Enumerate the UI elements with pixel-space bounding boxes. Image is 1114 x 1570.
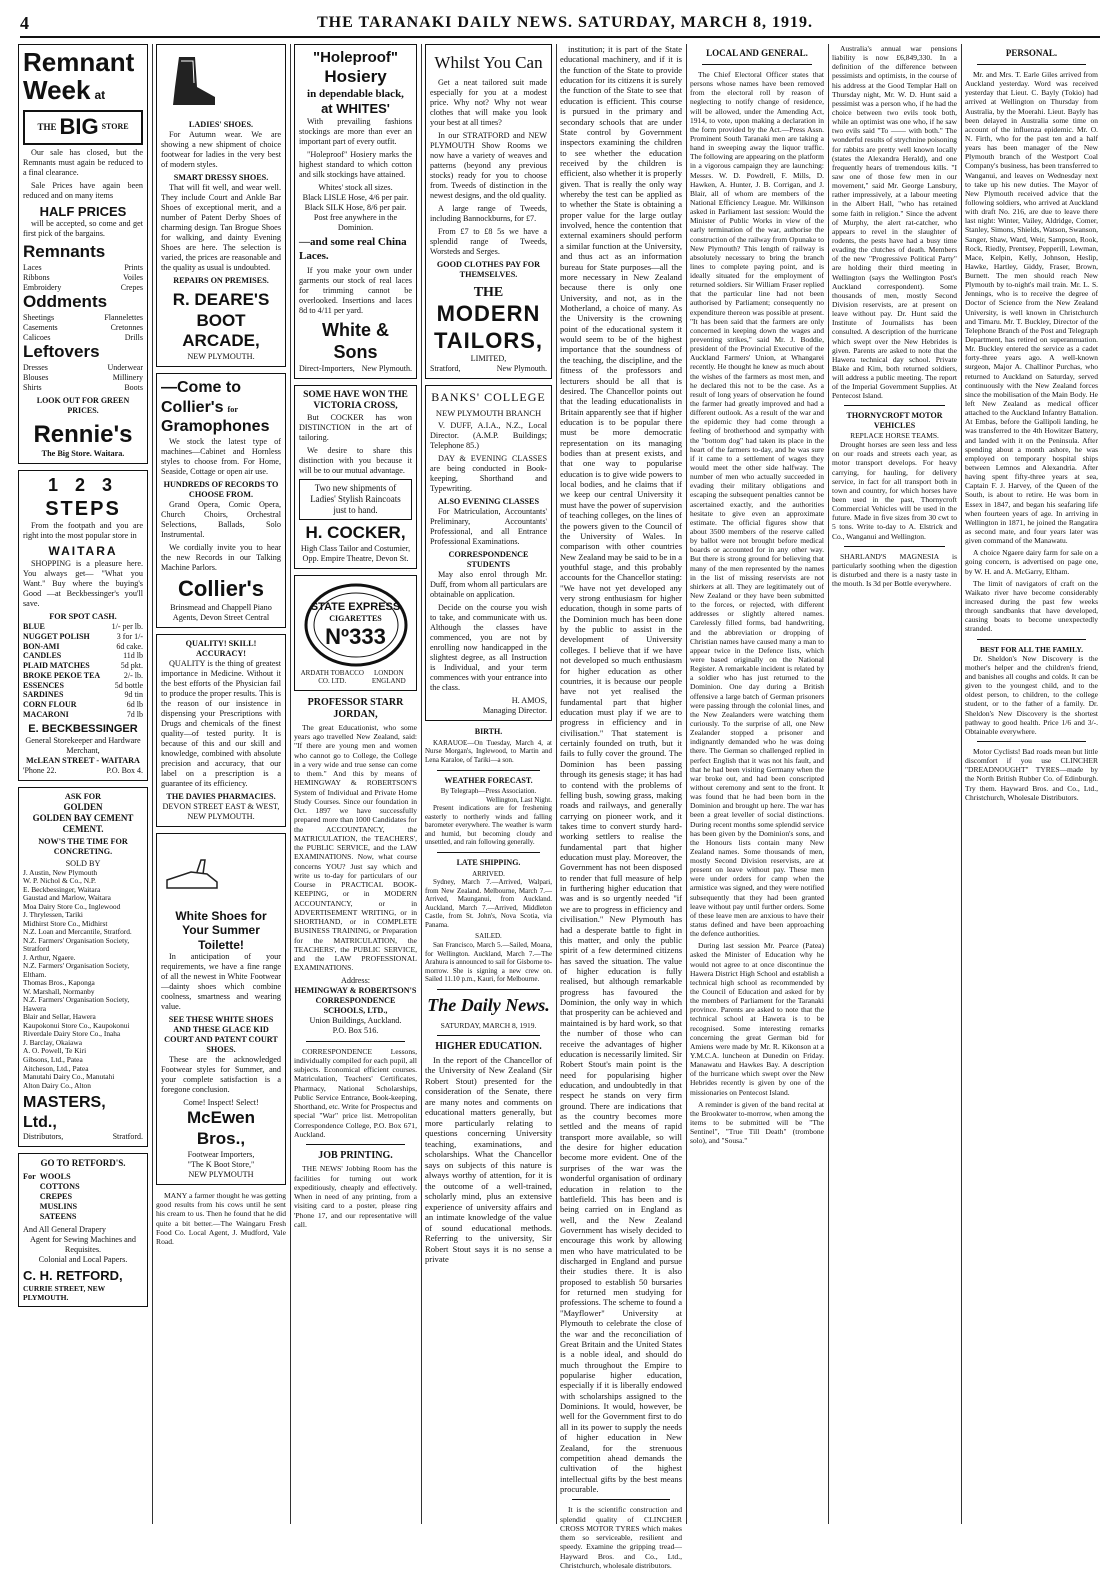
dateline: By Telegraph—Press Association. bbox=[440, 787, 537, 796]
ad-text: With prevailing fashions stockings are more than ever an important part of every outfit. bbox=[299, 117, 412, 147]
ad-text: Direct-Importers, bbox=[299, 364, 355, 374]
page-number: 4 bbox=[20, 12, 30, 33]
section-subheading: SAILED. bbox=[475, 932, 502, 941]
ad-headline: SOME HAVE WON THE VICTORIA CROSS, bbox=[303, 389, 408, 412]
logo-text: STORE bbox=[101, 122, 129, 132]
item-label: Ribbons bbox=[23, 272, 50, 282]
ad-headline: TAILORS, bbox=[433, 327, 544, 353]
retford-item: CREPES bbox=[39, 1191, 73, 1201]
agent-entry: Aitcheson, Ltd., Patea bbox=[23, 1063, 89, 1073]
ad-headline: Collier's bbox=[161, 398, 224, 416]
ad-headline: Whilst You Can bbox=[434, 53, 543, 72]
ad-headline: MASTERS, Ltd., bbox=[23, 1094, 106, 1131]
ad-headline: LADIES' SHOES. bbox=[188, 120, 254, 129]
item-label: Cretonnes bbox=[110, 322, 143, 332]
ad-headline: —Come to bbox=[161, 379, 241, 397]
ad-headline: Your Summer bbox=[182, 923, 260, 938]
ad-text: P.O. Box 4. bbox=[106, 766, 143, 775]
ad-headline: White Shoes for bbox=[175, 908, 267, 923]
ad-text: "The K Boot Store," bbox=[187, 1159, 255, 1169]
ad-headline: Rennie's bbox=[33, 420, 133, 448]
cocker-ad bbox=[294, 385, 417, 569]
retford-item: MUSLINS bbox=[39, 1201, 78, 1211]
editorial-text: institution; it is part of the State educational machinery, and if it is the function of the State to provide education for its citizens it is surely the function of the State to see that education is efficient. This course is pursued in the primary and secondary schools that are under State control by Government inspectors examining the children to see whether the education received by the children is efficient, also whether it is properly given. That is really the only way whereby the test can be applied as to whether the State is obtaining a proper value for the large outlay involved, hence the contention that external examiners should perform a similar function at the University, and thus act as an information bureau for State purposes—all the more necessary in New Zealand because there is only one University, and not, as in the Motherland, a choice of many. As the University is the crowning point of the educational system it would seem to be of the highest importance that the soundness of the teaching, the discipline, and the fitness of the professors and lecturers should be all that is desired. The Chancellor points out that the leading educationalists in Britain apparently see that if higher education is to be popular there must be more democratic representation on its managing bodies than at present exists, and that one way to popularise education is to give wide powers to local bodies, and he claims that if we keep our central University it must have the power of supervision of teaching colleges, on the lines of the powers given to the Council of the University of Wales. In comparison with other countries New Zealand may be said to be in a youthful stage, and this probably accounts for the Chancellor stating: "We have not yet developed any very strong enthusiasm for higher education, though in some parts of the Dominion much has been done by the public to assist in the development of University colleges. I believe that if we have not developed so much enthusiasm for higher education as other countries, it is because our people have not yet realised the fundamental part that higher education must play if we are to progress in efficiency and in civilisation." That statement is certainly founded on truth, but it fails to fully cover the ground. The Dominion has been passing through its genesis stage; it has had to contend with the problems of felling bush, sowing grass, making roads and railways, and generally carrying on pioneer work, and it takes time to convert sturdy hard-working settlers to realise the fundamental part that higher education must play. Moreover, the Government has not been disposed to render that full measure of help in furthering higher education that was and is so urgently needed "if we are to progress in efficiency and civilisation." New Plymouth has had a desperate battle to fight in this matter, and only the public spirit of a few determined citizens has saved the situation. The value of higher education is fully realised, but although remarkable progress has favoured the Dominion, the only way in which that prosperity can be achieved and maintained is by hard work, so that the number of those who can receive the advantages of higher education is necessarily limited. Sir Robert Stout's main point is the need for popularising higher education, and undoubtedly in that respect he stands on very firm ground. There are indications that as the country becomes more settled and the means of rapid transport more available, so will the desire for higher education become more evident. One of the surprises of the war was the wonderful organisation of ordinary education in relation to the battlefield. This has been and is being carried on in England as well, and the New Zealand Government has wisely decided to encourage this work by allowing men who have matriculated to be discharged in England and pursue their studies there. It is also proposed to establish 50 bursaries for returned men studying for professions. The scheme to found a "Mayflower" University at Plymouth to celebrate the close of the war and the reconciliation of Great Britain and the United States is a noble ideal, and should do much throughout the Empire to popularise higher education, especially if it is liberally endowed with scholarships assigned to the Dominions. It would, however, be well for the Government first to do all in its power to supply the needs of higher education in New Zealand, for the strenuous competition ahead demands the cultivation of the highest intellectual gifts by the best means procurable. bbox=[560, 44, 682, 1494]
price-item: NUGGET POLISH bbox=[23, 631, 90, 641]
ad-text: NEW PLYMOUTH bbox=[188, 1169, 254, 1179]
price-row bbox=[23, 632, 143, 642]
ad-text: New Plymouth. bbox=[361, 364, 412, 374]
remnants-list bbox=[23, 263, 143, 292]
ad-headline: WAITARA bbox=[48, 544, 118, 559]
ad-text: DAY & EVENING CLASSES are being conducted in Book-keeping, Shorthand and Typewriting. bbox=[430, 454, 547, 494]
small-ad: CORRESPONDENCE Lessons, individually compiled for each pupil, all subjects. Economical efficient courses. Matriculation, Teachers' Certificates, Pharmacy, National Scholarships, Public Service Entrance, Book-keeping, Shorthand, etc. Write for Prospectus and special "War" price list. Metropolitan Correspondence College, P.O. Box 671, Auckland. bbox=[294, 1046, 417, 1139]
agent-entry: Gaustad and Marlow, Waitara bbox=[23, 893, 111, 903]
section-heading: BIRTH. bbox=[474, 727, 503, 737]
ad-text: Get a neat tailored suit made especially for you at a modest price. Why not? Why not wear clothes that will make you look your best at all times? bbox=[430, 77, 547, 127]
boot-illustration bbox=[161, 53, 221, 113]
news-text: The limit of navigators of craft on the Waikato river have become considerably increased during the past few weeks through sandbanks that have developed, causing boats to become unexpectedly stranded. bbox=[965, 578, 1098, 634]
ad-text: Agent for Sewing Machines and Requisites. bbox=[30, 1234, 136, 1254]
ad-text: 'Phone 22. bbox=[23, 766, 57, 775]
price-value: 3 for 1/- bbox=[116, 631, 143, 641]
ad-headline: HUNDREDS OF RECORDS TO CHOOSE FROM. bbox=[163, 479, 279, 499]
section-heading: LOCAL AND GENERAL. bbox=[706, 48, 808, 58]
shoe-illustration bbox=[161, 842, 221, 902]
ad-text: In anticipation of your requirements, we have a fine range of all the newest in White Footwear—dainty shoes which combine coolness, smartness and wearing value. bbox=[161, 952, 281, 1012]
ad-headline: White & Sons bbox=[322, 320, 389, 363]
agent-entry: Kaupokonui Store Co., Kaupokonui bbox=[23, 1020, 130, 1030]
ad-text: ALSO EVENING CLASSES bbox=[437, 497, 539, 507]
agent-entry: Gibsons, Ltd., Patea bbox=[23, 1055, 83, 1064]
ad-text: May also enrol through Mr. Duff, from whom all particulars are obtainable on application. bbox=[430, 570, 547, 600]
price-item: CANDLES bbox=[23, 651, 62, 661]
news-text: Australia's annual war pensions liability is now £6,849,330. In a definition of the difference between pessimists and optimists, in the course of his address at the Good Templar Hall on Thursday night, Mr. W. D. Hunt said a pessimist was a person who, if he had the choice between two evils took both, while an optimist was one who, if he saw two evils said "To —— with both." The wonderful results of strychnine poisoning for rabbits are pretty well known locally (states the Alexandra Herald), and one frequently hears of tremendous kills. "I saw one of those few men in our movement," said Mr. George Lansbury, rather impressively, at a labour meeting in the Albert Hall, "who has retained some faith in religion." Since the advent of Murphy, the alert rat-catcher, who appears to revel in the slaughter of rodents, the pests have had a busy time evading the clutches of death. Members of the new "Progressive Political Party" are holding their third meeting in Wellington (says the Wellington Post's Auckland correspondent). Some thousands of men, mostly Second Division reservists, are at present on leave without pay. Dr. Hunt said the Institute of Journalists has been consulted. A description of the hurricane which swept over the New Hebrides is given. Parents are asked to note that the Hawera technical day school. Private Blake and Kim, both returned soldiers, will address a public meeting. The report of the Imperial Government Supplies. At Pentecost Island. bbox=[832, 44, 957, 401]
ad-text: LONDON ENGLAND bbox=[371, 668, 406, 686]
agent-entry: J. Austin, New Plymouth bbox=[23, 867, 98, 877]
agent-entry: Midhirst Store Co., Midhirst bbox=[23, 918, 108, 928]
item-label: Dresses bbox=[23, 363, 48, 373]
hemingway-robertson-ad bbox=[294, 697, 417, 1230]
dateline: Wellington, Last Night. bbox=[486, 795, 552, 804]
agent-entry: E. Beckbessinger, Waitara bbox=[23, 884, 101, 894]
ad-headline: HALF PRICES bbox=[39, 203, 127, 219]
section-heading: LATE SHIPPING. bbox=[456, 858, 521, 868]
ad-text: SOLD BY bbox=[65, 858, 101, 868]
ad-text: We cordially invite you to hear the new Records in our Talking Machine Parlors. bbox=[161, 542, 281, 572]
ad-text: P.O. Box 516. bbox=[332, 1025, 379, 1035]
ad-text: NEW PLYMOUTH. bbox=[187, 352, 255, 362]
big-store-ad bbox=[18, 44, 148, 464]
ad-headline: Oddments bbox=[23, 292, 108, 312]
ad-text: Our sale has closed, but the Remnants must again be reduced to a final clearance. bbox=[23, 147, 143, 177]
ad-text: Two new shipments of Ladies' Stylish Raincoats just to hand. bbox=[299, 479, 412, 520]
small-ad: Dr. Sheldon's New Discovery is the mother's helper and the children's friend, and banishes all coughs and colds. It can be given to the youngest child, and to the oldest person, to children, to the college student, or to the father of a family. Dr. Sheldon's New Discovery is the shortest pathway to good health. Price 1/6 and 3/-. Obtainable everywhere. bbox=[965, 653, 1098, 736]
ad-text: For bbox=[23, 1171, 36, 1181]
column-rule bbox=[556, 44, 557, 1524]
ad-text: Come! Inspect! Select! bbox=[183, 1098, 259, 1108]
ad-headline: "Holeproof" bbox=[312, 49, 399, 66]
price-row bbox=[23, 710, 143, 720]
ad-headline: —and some real China Laces. bbox=[299, 236, 407, 262]
agent-entry: N.Z. Loan and Mercantile, Stratford. bbox=[23, 927, 132, 937]
mcewen-ad bbox=[156, 833, 286, 1185]
ad-text: Managing Director. bbox=[482, 706, 547, 716]
ad-headline: Leftovers bbox=[23, 342, 100, 362]
item-label: Boots bbox=[124, 382, 143, 392]
item-label: Millinery bbox=[112, 372, 143, 382]
column-rule bbox=[686, 44, 687, 1524]
price-value: 1/- per lb. bbox=[111, 622, 143, 632]
ad-headline: at bbox=[94, 88, 106, 102]
price-row bbox=[23, 642, 143, 652]
price-item: MACARONI bbox=[23, 709, 69, 719]
small-ad: MANY a farmer thought he was getting good results from his cows until he sent his cream to us. Then he found that he did quite a bit better.—The Waingaru Fresh Food Co. Local Agent, J. Mudford, Vale Road. bbox=[156, 1190, 286, 1247]
birth-notice: KARAUOE—On Tuesday, March 4, at Nurse Morgan's, Inglewood, to Martin and Lena Karaloe, of Tariki—a son. bbox=[425, 738, 552, 765]
agent-entry: J. Thrylessen, Tariki bbox=[23, 910, 83, 920]
ad-headline: GO TO RETFORD'S. bbox=[40, 1157, 126, 1168]
ad-headline: GOLDEN BAY CEMENT bbox=[32, 812, 134, 823]
small-ad: THE NEWS' Jobbing Room has the facilities for turning out work expeditiously, cheaply and effectively. When in need of any printing, from a visiting card to a poster, please ring 'Phone 17, and our representative will call. bbox=[294, 1164, 417, 1229]
editorial-date: SATURDAY, MARCH 8, 1919. bbox=[440, 1020, 537, 1030]
item-row bbox=[23, 313, 143, 323]
item-row bbox=[23, 323, 143, 333]
ad-text: LOOK OUT FOR GREEN PRICES. bbox=[36, 396, 130, 416]
ad-text: For Matriculation, Accountants' Preliminary, Accountants' Professional, and all Entrance Professional Examinations. bbox=[430, 507, 547, 547]
item-label: Shirts bbox=[23, 382, 42, 392]
price-row bbox=[23, 671, 143, 681]
item-row bbox=[23, 283, 143, 293]
ad-text: The great Educationist, who some years ago travelled New Zealand, said: "If there are young men and women who cannot go to College, the College in a very wide and true sense can come to them." And this by means of HEMINGWAY & ROBERTSON'S System of Individual and Private Home Study Courses. Since our foundation in Oct. 1897 we have successfully prepared more than 1000 Candidates for the ACCOUNTANCY, the MATRICULATION, the TEACHERS', the PUBLIC SERVICE, and the LAW EXAMINATIONS. Now, what course concerns YOU? Just say which and write us to-day for particulars of our Course in PRACTICAL BOOK-KEEPING, or in MODERN ACCOUNTANCY, or in ADVERTISEMENT WRITING, or in SHORTHAND, or in COMPLETE BUSINESS TRAINING, or Preparation for the MATRICULATION, the TEACHERS', the PUBLIC SERVICE, and the LAW PROFESSIONAL EXAMINATIONS. bbox=[294, 722, 417, 973]
column-4 bbox=[425, 44, 552, 1524]
price-value: 2/- lb. bbox=[123, 670, 143, 680]
agent-entry: W. P. Nichol & Co., N.P. bbox=[23, 876, 97, 886]
ad-text: Brinsmead and Chappell Piano Agents, Devon Street Central bbox=[170, 602, 272, 622]
ad-headline: PROFESSOR STARR JORDAN, bbox=[307, 696, 404, 720]
price-value: 6d cake. bbox=[116, 641, 143, 651]
price-row bbox=[23, 690, 143, 700]
item-label: Embroidery bbox=[23, 282, 62, 292]
ad-text: General Storekeeper and Hardware Merchant, bbox=[25, 736, 141, 755]
masthead bbox=[20, 10, 1100, 38]
ad-text: V. DUFF, A.I.A., N.Z., Local Director. (A.M.P. Buildings; Telephone 85.) bbox=[430, 421, 547, 451]
ad-text: Address: bbox=[340, 975, 371, 985]
ad-headline: Collier's bbox=[178, 575, 264, 601]
price-value: 6d lb bbox=[126, 700, 143, 710]
agent-entry: A. O. Powell, Te Kiri bbox=[23, 1046, 87, 1056]
small-ad: It is the scientific construction and splendid quality of CLINCHER CROSS MOTOR TYRES which makes them so serviceable, resilient and speedy. Examine the gripping tread—Hayward Bros. and Co., Ltd., Christchurch, wholesale distributors. bbox=[560, 1505, 682, 1570]
agent-entry: Manutahi Dairy Co., Manutahi bbox=[23, 1072, 115, 1082]
agent-entry: Alton Dairy Co., Alton bbox=[23, 1080, 91, 1090]
editorial-text: In the report of the Chancellor of the University of New Zealand (Sir Robert Stout) presented for the consideration of the Senate, there are many notes and comments on educational matters generally, but more particularly relating to questions concerning University teaching, examinations, and scholarships. What the Chancellor says on subjects of this nature is always worthy of attention, for it is the outcome of a well-trained, scholarly mind, plus an extensive experience of university affairs and an intimate knowledge of the value of sound educational methods. Referring to the university, Sir Robert Stout says it is no sense a private bbox=[425, 1054, 552, 1265]
ad-headline: Week bbox=[23, 75, 91, 105]
deare-boot-ad bbox=[156, 44, 286, 367]
ad-text: ARDATH TOBACCO CO. LTD. bbox=[300, 668, 364, 686]
ad-text: Whites' stock all sizes. bbox=[318, 183, 393, 193]
section-heading: PERSONAL. bbox=[1005, 48, 1058, 58]
item-label: Casements bbox=[23, 322, 58, 332]
ad-headline: Hosiery bbox=[324, 67, 387, 87]
item-row bbox=[23, 273, 143, 283]
ad-headline: Nº333 bbox=[325, 623, 386, 649]
news-text: During last session Mr. Pearce (Patea) asked the Minister of Education why he would not agree to at once discontinue the Hawera District High School and establish a technical high school as recommended by the Council of Education and asked for by the members of Parliament for the Taranaki province. Parents are asked to note that the technical school at Hawera is to be recognised. Some interesting remarks concerning the great German bid for Amiens were made by Mr. R. Kikonson at a Y.M.C.A. luncheon at Dunedin on Friday. Manawatu and Hawkes Bay. A description of the hurricane which swept over the New Hebrides recently is given by one of the missionaries on Pentecost Island. bbox=[690, 941, 824, 1097]
ad-headline: Toilette! bbox=[198, 937, 244, 952]
news-text: A choice Ngaere dairy farm for sale on a going concern, is advertised on page one, by W. H. and A. McGarry, Eltham. bbox=[965, 548, 1098, 576]
item-label: Laces bbox=[23, 263, 42, 273]
retford-item: WOOLS bbox=[39, 1171, 71, 1181]
price-row bbox=[23, 681, 143, 691]
column-rule bbox=[961, 44, 962, 1524]
ad-text: Opp. Empire Theatre, Devon St. bbox=[302, 553, 409, 563]
price-value: 9d tin bbox=[124, 690, 143, 700]
ad-text: Stratford, bbox=[430, 364, 461, 374]
ad-headline: GOLDEN bbox=[63, 801, 103, 812]
price-item: CORN FLOUR bbox=[23, 700, 77, 710]
agent-entry: N.Z. Farmers' Organisation Society, Eltham. bbox=[23, 961, 130, 979]
section-subheading: ARRIVED. bbox=[472, 869, 505, 878]
price-item: SARDINES bbox=[23, 690, 64, 700]
agent-entry: Moa Dairy Store Co., Inglewood bbox=[23, 901, 121, 911]
ad-text: LIMITED, bbox=[470, 354, 507, 364]
news-text: A reminder is given of the band recital at the Brookwater to-morrow, when among the items to be submitted will be "The Sentinel", "True Till Death" (trombone solo), and "Sousa." bbox=[690, 1099, 824, 1146]
item-label: Flannelettes bbox=[104, 313, 143, 323]
price-item: PLAID MATCHES bbox=[23, 661, 90, 671]
item-label: Blouses bbox=[23, 372, 49, 382]
ad-headline: BEST FOR ALL THE FAMILY. bbox=[979, 644, 1084, 654]
agent-entry: Riverdale Dairy Store Co., Inaha bbox=[23, 1029, 121, 1039]
ad-headline: C. H. RETFORD, bbox=[23, 1267, 123, 1283]
price-item: BROKE PEKOE TEA bbox=[23, 670, 101, 680]
ad-text: These are the acknowledged Footwear styles for Summer, and your complete satisfaction is a foregone conclusion. bbox=[161, 1055, 281, 1095]
ad-text: CORRESPONDENCE STUDENTS bbox=[448, 550, 529, 570]
ad-text: Distributors, bbox=[23, 1132, 64, 1142]
ad-text: High Class Tailor and Costumier, bbox=[300, 543, 411, 553]
column-3 bbox=[294, 44, 417, 1524]
ad-headline: STEPS bbox=[45, 498, 121, 521]
column-8 bbox=[965, 44, 1098, 1524]
ad-headline: BOOT bbox=[196, 310, 246, 330]
item-label: Sheetings bbox=[23, 313, 55, 323]
ad-headline: CIGARETTES bbox=[329, 613, 382, 623]
column-2 bbox=[156, 44, 286, 1524]
item-label: Voiles bbox=[123, 272, 143, 282]
column-6 bbox=[690, 44, 824, 1524]
ad-text: SHOPPING is a pleasure here. You always get— "What you Want." Buy where the buying's Good —at Beckbessinger's you'll save. bbox=[23, 559, 143, 609]
news-text: Mr. and Mrs. T. Earle Giles arrived from Auckland yesterday. Word was received yesterday that Lieut. C. Bayly (Tokio) had arrived at Wellington on Thursday from Australia, by the Moerahi. Lieut. Bayly has been delayed in Australia some time on account of the influenza epidemic. Mr. O. N. Firth, who for the past ten and a half years has been manager of the New Plymouth branch of the Westport Coal Company's business, has been transferred to Wanganui, and leaves on Wednesday next to take up his new duties. The Mayor of New Plymouth received advice that the following soldiers, who arrived at Auckland with draft No. 216, are due to leave there last night: Winter, Vailey, Aldridge, Comer, Stanley, Simons, Shields, Watson, Swanson, Sanger, Shaw, Ward, Weir, Sampson, Rook, Rock, Riedly, Prentsey, Pepperill, Lewman, Mace, Kelpin, Kelly, Johnson, Heslip, Hawke, Hartley, Giddy, Fraser, Brown, Burnett. The men should reach New Plymouth by to-night's mail train. Mr. L. S. Jennings, who is to receive the degree of Doctor of Science from the New Zealand University, is well known in Christchurch and Timaru. Mr. T. Buckley, Director of the Telephone Branch of the Post and Telegraph Department, has retired on superannuation. Mr. Buckley entered the service as a cadet forty-three years ago. A well-known surgeon, Major A. Challinor Purchas, who returned to Auckland on Saturday, served continuously with the New Zealand forces since the mobilisation of the Main Body. He left New Zealand as medical officer attached to the Auckland Infantry Battalion. At Embas, before the Gallipoli landing, he was transferred to the 4th Howitzer Battery, and landed with it on the Peninsula. After spending about a month ashore, he was employed on temporary hospital ships between Lemnos and Alexandria. After having spent fifty-three years at sea, Captain F. J. Harvey, of the Queen of the South, is about to retire. He was born in Essex in 1847, and began his seafaring life when fourteen years of age. In arriving in Wellington in 1871, he joined the Rangatira as second mate, and four years later was given command of the Manawatu. bbox=[965, 69, 1098, 546]
agent-entry: Thomas Bros., Kaponga bbox=[23, 978, 95, 988]
item-row bbox=[23, 263, 143, 273]
ad-headline: STATE EXPRESS bbox=[310, 600, 401, 613]
ad-text: Grand Opera, Comic Opera, Church Choirs, Orchestral Selections, Ballads, Solo Instrumental. bbox=[161, 499, 281, 539]
ad-text: A large range of Tweeds, including Bannockburns, for £7. bbox=[430, 203, 547, 223]
small-ad: Motor Cyclists! Bad roads mean but little discomfort if you use CLINCHER "DREADNOUGHT" TYRES—made by the North British Rubber Co. of Edinburgh. Try them. Hayward Bros. and Co., Ltd., Christchurch, Wholesale Distributors. bbox=[965, 746, 1098, 802]
ad-text: The Big Store. Waitara. bbox=[41, 449, 125, 459]
ad-text: Colonial and Local Papers. bbox=[38, 1254, 128, 1264]
item-row bbox=[23, 333, 143, 343]
price-list bbox=[23, 622, 143, 720]
agent-list bbox=[23, 869, 143, 1090]
item-row bbox=[23, 373, 143, 383]
retford-item: COTTONS bbox=[39, 1181, 80, 1191]
ad-text: McLEAN STREET - WAITARA bbox=[26, 756, 140, 765]
ad-text: New Plymouth. bbox=[496, 364, 547, 374]
ad-text: For Autumn wear. We are showing a new shipment of choice footwear for ladies in the very best of modern styles. bbox=[161, 130, 281, 169]
agent-entry: N.Z. Farmers' Organisation Society, Hawera bbox=[23, 995, 130, 1013]
ad-text: Footwear Importers, bbox=[187, 1149, 255, 1159]
price-row bbox=[23, 622, 143, 632]
ad-headline: CEMENT. bbox=[62, 823, 104, 834]
news-text: The Chief Electoral Officer states that persons whose names have been removed from the electoral roll by reason of neglecting to notify change of residence, will be allowed, under the Amending Act, 1914, to vote, upon making a declaration in the form provided by the Act.—Press Assn. Prominent South Taranaki men are taking a hand in sweeping away the liquor traffic. The following are appearing on the platform in a vigorous campaign they are launching: Messrs. W. D. Powdrell, F. Mills, D. Hawken, A. Hunter, J. B. Corrigan, and J. Blair, all of whom are members of the National Efficiency League. Mr. Wilkinson asked in Parliament last session: Would the Minister of Public Works in view of the early termination of the war, authorise the construction of the railway from Opunake to New Plymouth? This length of railway is absolutely necessary to bring the branch lines to complete paying point, and is ideally situated for the employment of returned soldiers. Sir William Fraser replied that the particular line had not been authorised by Parliament; consequently no expenditure thereon was possible at present. "It has been said that the farmers are only concerned in keeping down the wages and preventing strikes," said Mr. J. Boddie, president of the Provincial Executive of the Auckland Farmers' Union, at Whangarei recently. He thought he knew as much about the wishes of the farmers as most men, and he declared this not to be the case. As a result of long years of observation he found the farmer had greatly improved and had a different outlook. As a result of the war and the epidemic they had come through a feeling of brotherhood and sympathy with the "bottom dog" had taken its place in the heart of the farmers to-day, and he was sure if it came to a settlement of wages they would meet the other side halfway. The number of men who actually succeeded in evading their military obligations and escaping the subsequent penalties cannot be ascertained exactly, and the authorities hesitate to give even an approximate estimate. The official figures show that about 3500 members of the reserve called by ballot were not brought before medical boards or accounted for in any other way. But there is strong ground for believing that many of the men represented by the names in the list of missing reservists are not shirkers at all. They are legitimately out of New Zealand or they have been submitted to the forces, or rejected, with different addresses or slightly altered names. Carelessly filled forms, bad handwriting, and the abbreviation or dropping of Christian names have caused many a man to appear twice in the Defence lists, which were based originally on the National Register. A remarkable incident is related by a soldier who has just returned to the Dominion. One day during a British offensive a large batch of German prisoners were passing through the colonial lines, and the New Zealanders were watching them curiously. To the surprise of all, one New Zealander stopped a prisoner and indignantly demanded who he was doing there. The German so challenged replied in perfect English that it was not his fault, and that he had been visiting Germany when the war broke out, and had been conscripted without ceremony and sent to the front. It was found that he had been born in the Dominion and brought up here. The war has been a great leveller of social distinctions. During recent months some splendid service has been given by the Dominion's sons, and the Honours lists contain many New Zealand names. Some thousands of men, mostly Second Division reservists, are at present on leave without pay. These men were under orders for camp when the armistice was signed, and they were notified subsequently that they had been granted leave without pay until further orders. Some of these leave men are anxious to have their status defined and have been approaching the defence authorities. bbox=[690, 69, 824, 939]
agent-entry: N.Z. Farmers' Organisation Society, Stratford bbox=[23, 935, 130, 954]
price-value: 5d pkt. bbox=[120, 661, 143, 671]
ad-text: ASK FOR bbox=[64, 791, 102, 801]
price-item: BON-AMI bbox=[23, 641, 60, 651]
agent-entry: W. Marshall, Normanby bbox=[23, 986, 95, 996]
ad-text: We desire to share this distinction with you because it will be to our mutual advantage. bbox=[299, 445, 412, 475]
golden-bay-cement-ad bbox=[18, 787, 148, 1147]
price-row bbox=[23, 700, 143, 710]
modern-tailors-ad bbox=[425, 44, 552, 379]
banks-college-ad bbox=[425, 385, 552, 721]
price-row bbox=[23, 661, 143, 671]
column-rule bbox=[290, 44, 291, 1524]
logo-text: BIG bbox=[59, 113, 99, 139]
ad-headline: NEW PLYMOUTH BRANCH bbox=[435, 407, 542, 418]
small-ad: SHARLAND'S MAGNESIA is particularly soothing when the digestion is disturbed and there is a nasty taste in the mouth. Is 3d per Bottle everywhere. bbox=[832, 551, 957, 589]
item-row bbox=[23, 383, 143, 393]
column-7 bbox=[832, 44, 957, 1524]
oddments-list bbox=[23, 313, 143, 342]
item-label: Prints bbox=[124, 263, 143, 273]
ad-headline: McEwen Bros., bbox=[186, 1108, 256, 1149]
item-row bbox=[23, 363, 143, 373]
ad-text: From £7 to £8 5s we have a splendid range of Tweeds, Worsteds and Serges. bbox=[430, 226, 547, 256]
ad-headline: JOB PRINTING. bbox=[318, 1150, 393, 1162]
column-rule bbox=[828, 44, 829, 1524]
item-label: Drills bbox=[124, 332, 143, 342]
agent-entry: J. Barclay, Okaiawa bbox=[23, 1037, 83, 1047]
price-item: BLUE bbox=[23, 622, 45, 632]
ad-text: Post free anywhere in the Dominion. bbox=[313, 213, 398, 233]
ad-text: GOOD CLOTHES PAY FOR THEMSELVES. bbox=[436, 259, 541, 279]
ad-headline: ARCADE, bbox=[182, 331, 260, 351]
price-row bbox=[23, 651, 143, 661]
ad-headline: 1 2 3 bbox=[47, 475, 119, 496]
ad-text: From the footpath and you are right into the most popular store in bbox=[23, 521, 143, 541]
big-store-logo bbox=[23, 110, 143, 145]
ad-headline: REPLACE HORSE TEAMS. bbox=[850, 430, 939, 440]
state-express-ad bbox=[294, 575, 417, 691]
davies-pharmacy-ad bbox=[156, 634, 286, 827]
ad-headline: QUALITY! SKILL! ACCURACY! bbox=[185, 638, 257, 658]
ad-text: But COCKER has won DISTINCTION in the art of tailoring. bbox=[299, 412, 412, 442]
ad-text: Decide on the course you wish to take, and communicate with us. Although the classes have commenced, you are not by enrolling now handicapped in the slightest degree, as all Instruction is Individual, and your term commences with your entrance into the class. bbox=[430, 603, 547, 693]
ad-headline: E. BECKBESSINGER bbox=[28, 722, 138, 735]
item-label: Calicoes bbox=[23, 332, 51, 342]
price-value: 7d lb bbox=[126, 709, 143, 719]
ad-text: DEVON STREET EAST & WEST, NEW PLYMOUTH. bbox=[162, 801, 280, 821]
column-1 bbox=[18, 44, 148, 1524]
ad-headline: THE bbox=[473, 284, 504, 300]
logo-text: THE bbox=[37, 121, 57, 132]
shipping-text: San Francisco, March 5.—Sailed, Moana, for Wellington. Auckland, March 7.—The Arahura is announced to sail for Gisborne to-morrow. She is signing a new crew on. Sailed 11.10 p.m., Kauri, for Melbourne. bbox=[425, 941, 552, 984]
whites-ad bbox=[294, 44, 417, 379]
newspaper-title: THE TARANAKI DAILY NEWS. SATURDAY, MARCH 8, 1919. bbox=[316, 14, 814, 31]
ad-headline: Remnant bbox=[23, 47, 135, 77]
ad-text: That will fit well, and wear well. They include Court and Ankle Bar Shoes of exceptional merit, and a number of Patent Derby Shoes of charming design. Tan Brogue Shoes for walking, and dainty Evening Shoes are here. The selection is varied, the prices are reasonable and the quality as usual is undoubted. bbox=[161, 183, 281, 272]
agent-entry: Blair and Sellar, Hawera bbox=[23, 1012, 96, 1022]
ad-headline: H. COCKER, bbox=[305, 522, 406, 542]
ad-headline: SEE THESE WHITE SHOES AND THESE GLACE KID COURT AND PATENT COURT SHOES. bbox=[164, 1015, 278, 1055]
ad-text: And All General Drapery bbox=[23, 1224, 106, 1234]
column-5 bbox=[560, 44, 682, 1570]
ad-text: "Holeproof" Hosiery marks the highest standard to which cotton and silk stockings have attained. bbox=[299, 150, 412, 180]
retford-items bbox=[40, 1172, 80, 1222]
price-value: 11d lb bbox=[123, 651, 143, 661]
agent-entry: J. Arthur, Ngaere. bbox=[23, 952, 76, 962]
ad-text: REPAIRS ON PREMISES. bbox=[173, 276, 269, 285]
ad-text: Black SILK Hose, 8/6 per pair. bbox=[304, 203, 407, 213]
price-value: 5d bottle bbox=[114, 680, 143, 690]
ad-text: CURRIE STREET, NEW PLYMOUTH. bbox=[23, 1283, 106, 1302]
ad-headline: SMART DRESSY SHOES. bbox=[173, 173, 269, 182]
ad-text: QUALITY is the thing of greatest importance in Medicine. Without it the best efforts of the Physician fail to produce the proper results. This is the reason of our insistence in dispensing your Prescriptions with Drugs and chemicals of the finest quality—of tested purity. It is because of this and our skill and knowledge, combined with absolute precision and accuracy, that our label on a prescription is a guarantee of its efficiency. bbox=[161, 658, 281, 788]
ad-text: Black LISLE Hose, 4/6 per pair. bbox=[302, 193, 409, 203]
ad-headline: for bbox=[227, 404, 238, 414]
ad-text: FOR SPOT CASH. bbox=[49, 612, 117, 622]
leftovers-list bbox=[23, 363, 143, 392]
ad-headline: MODERN bbox=[436, 300, 541, 326]
ad-text: HEMINGWAY & ROBERTSON'S CORRESPONDENCE SCHOOLS, LTD., bbox=[294, 985, 417, 1015]
editorial-heading: HIGHER EDUCATION. bbox=[435, 1040, 542, 1052]
column-rule bbox=[421, 44, 422, 1524]
section-heading: WEATHER FORECAST. bbox=[444, 775, 533, 785]
ad-text: H. AMOS, bbox=[511, 696, 547, 706]
item-label: Crepes bbox=[120, 282, 143, 292]
price-item: ESSENCES bbox=[23, 680, 64, 690]
ad-headline: BANKS' COLLEGE bbox=[431, 390, 546, 405]
ad-text: Sale Prices have again been reduced and on many items bbox=[23, 180, 143, 200]
beckbessinger-ad bbox=[18, 470, 148, 781]
ad-headline: Gramophones bbox=[161, 418, 270, 436]
ad-headline: in dependable black, bbox=[307, 88, 404, 101]
shipping-text: Sydney, March 7.—Arrived, Walpari, from New Zealand. Melbourne, March 7.—Arrived, Maunganui, from Auckland. Auckland, March 7.—Arrived, Middleton Castle, from St. John's, Nova Scotia, via Panama. bbox=[425, 878, 552, 929]
retford-ad bbox=[18, 1153, 148, 1307]
ad-text: NOW'S THE TIME FOR CONCRETING. bbox=[38, 836, 128, 856]
ad-text: will be accepted, so come and get first pick of the bargains. bbox=[23, 219, 143, 239]
weather-text: Present indications are for freshening easterly to northerly winds and falling barometer everywhere. The weather is warm and humid, but becoming cloudy and unsettled, and rain following generally. bbox=[425, 804, 552, 847]
ad-headline: Remnants bbox=[23, 242, 106, 262]
ad-headline: R. DEARE'S bbox=[172, 290, 270, 309]
column-rule bbox=[152, 44, 153, 1524]
ad-text: We stock the latest type of machines—Cabinet and Hornless styles to choose from. For Home, Seaside, Cottage or open air use. bbox=[161, 436, 281, 476]
small-ad: Drought horses are seen less and less on our roads and streets each year, as motor transport develops. For heavy carrying, for hauling, for delivery service, in fact for all transport both in town and country, for which horses have been used in the past, Thornycroft Commercial Vehicles will be used in the future. Made in five sizes from 30 cwt to 5 tons. Write to-day to A. Elstrick and Co., Wanganui and Wellington. bbox=[832, 440, 957, 541]
ad-headline: at WHITES' bbox=[321, 101, 390, 117]
ad-text: Union Buildings, Auckland. bbox=[309, 1015, 402, 1025]
ad-headline: THE DAVIES PHARMACIES. bbox=[166, 791, 276, 801]
ad-text: Stratford. bbox=[112, 1132, 143, 1142]
colliers-ad bbox=[156, 373, 286, 627]
retford-item: SATEENS bbox=[39, 1211, 77, 1221]
editorial-masthead: The Daily News. bbox=[427, 994, 550, 1015]
ad-text: If you make your own under garments our stock of real laces for trimming cannot be overlooked. Insertions and laces 8d to 4/11 per yard. bbox=[299, 266, 412, 316]
ad-text: In our STRATFORD and NEW PLYMOUTH Show Rooms we now have a variety of weaves and patterns (beyond any previous stocks) ready for you to choose from. Tweeds of distinction in the newest designs, and the old quality. bbox=[430, 130, 547, 200]
ad-headline: THORNYCROFT MOTOR VEHICLES bbox=[846, 411, 943, 431]
item-label: Underwear bbox=[107, 363, 143, 373]
